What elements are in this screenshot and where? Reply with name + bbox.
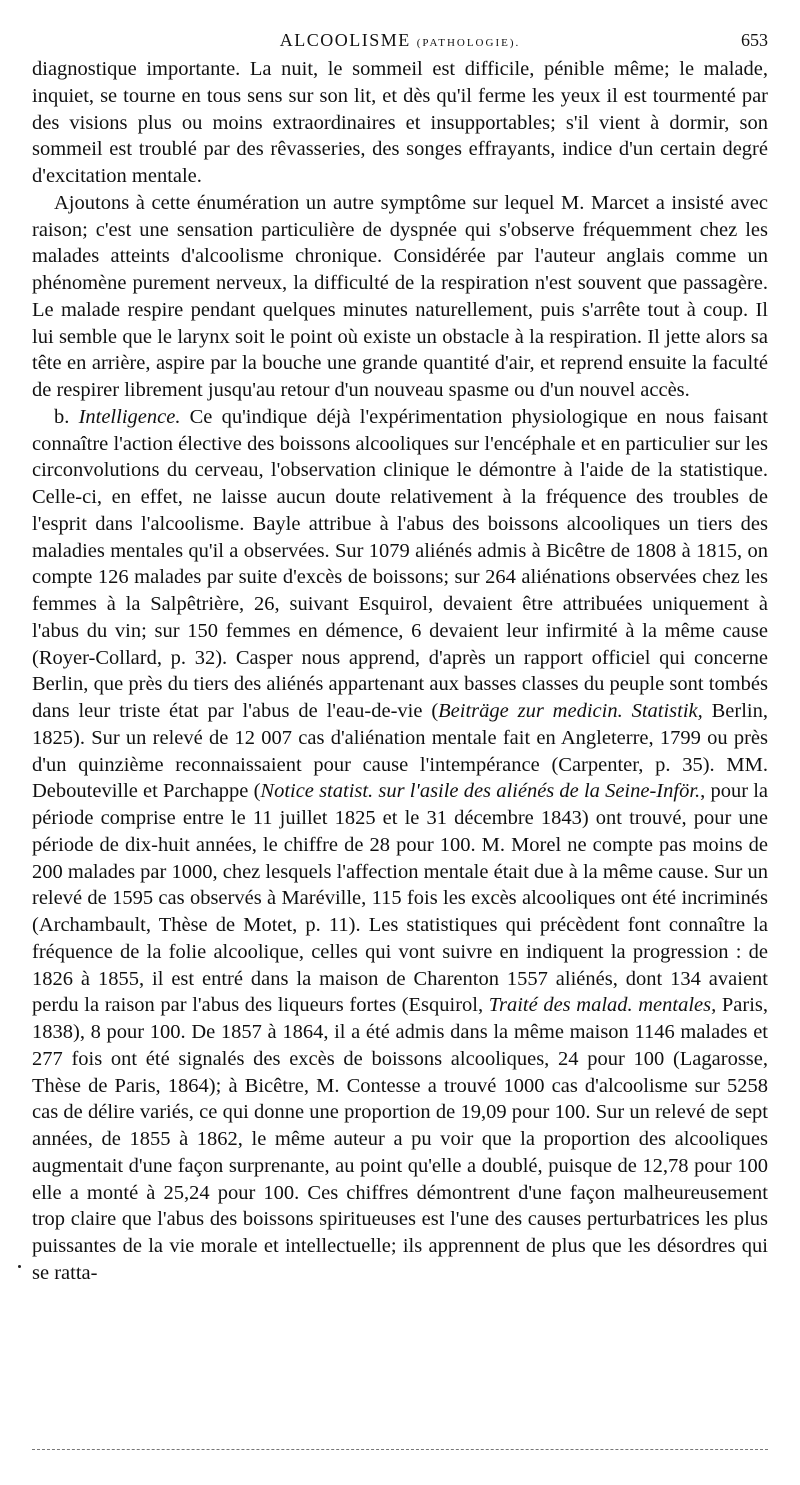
running-title-main: ALCOOLISME xyxy=(279,30,411,50)
text-run: Ce qu'indique déjà l'expérimentation physiologique en nous faisant connaître l'action élective des boissons alcooliques sur l'encéphale et en particulier sur les circonvolutions du cerveau, l'observation clinique le démontre à l'aide de la statistique. Celle-ci, en effet, ne laisse aucun doute relativement à la fréquence des troubles de l'esprit dans l'alcoolisme. Bayle attribue à l'abus des boissons alcooliques un tiers des maladies mentales qu'il a observées. Sur 1079 aliénés admis à Bicêtre de 1808 à 1815, on compte 126 malades par suite d'excès de boissons; sur 264 aliénations observées chez les femmes à la Salpêtrière, 26, suivant Esquirol, devaient être attribuées uniquement à l'abus du vin; sur 150 femmes en démence, 6 devaient leur infirmité à la même cause (Royer-Collard, p. 32). Casper nous apprend, d'après un rapport officiel qui concerne Berlin, que près du tiers des aliénés appartenant aux basses classes du peuple sont tombés dans leur triste état par l'abus de l'eau-de-vie ( xyxy=(32,405,768,722)
text-run: , pour la période comprise entre le 11 juillet 1825 et le 31 décembre 1843) ont trouvé, pour une période de dix-huit années, le chiffre de 28 pour 100. M. Morel ne compte pas moins de 200 malades par 1000, chez lesquels l'affection mentale était due à la même cause. Sur un relevé de 1595 cas observés à Maréville, 115 fois les excès alcooliques ont été incriminés (Archambault, Thèse de Motet, p. 11). Les statistiques qui précèdent font connaître la fréquence de la folie alcoolique, celles qui vont suivre en indiquent la progression : de 1826 à 1855, il est entré dans la maison de Charenton 1557 aliénés, dont 134 avaient perdu la raison par l'abus des liqueurs fortes (Esquirol, xyxy=(32,780,768,1017)
page-header xyxy=(32,26,768,56)
margin-ink-dot xyxy=(18,1265,21,1268)
page-number: 653 xyxy=(741,30,768,50)
text-run: Paris, 1838), 8 pour 100. De 1857 à 1864, il a été admis dans la même maison 1146 malades et 277 fois ont été signalés des excès de boissons alcooliques, 24 pour 100 (Lagarosse, Thèse de Paris, 1864); à Bicêtre, M. Contesse a trouvé 1000 cas d'alcoolisme sur 5258 cas de délire variés, ce qui donne une proportion de 19,09 pour 100. Sur un relevé de sept années, de 1855 à 1862, le même auteur a pu voir que la proportion des alcooliques augmentait d'une façon surprenante, au point qu'elle a doublé, puisque de 12,78 pour 100 elle a monté à 25,24 pour 100. Ces chiffres démontrent d'une façon malheureusement trop claire que l'abus des boissons spiritueuses est l'une des causes perturbatrices les plus puissantes de la vie morale et intellectuelle; ils apprennent de plus que les désordres qui se ratta- xyxy=(32,994,769,1284)
paragraph xyxy=(32,56,768,190)
paragraph xyxy=(32,190,768,404)
footer-divider xyxy=(32,1449,768,1450)
italic-text-run: Beiträge zur medicin. Statistik, xyxy=(438,700,703,722)
running-title xyxy=(32,30,768,51)
text-run: Ajoutons à cette énumération un autre symptôme sur lequel M. Marcet a insisté avec raison; c'est une sensation particulière de dyspnée qui s'observe fréquemment chez les malades atteints d'alcoolisme chronique. Considérée par l'auteur anglais comme un phénomène purement nerveux, la difficulté de la respiration n'est souvent que passagère. Le malade respire pendant quelques minutes naturellement, puis s'arrête tout à coup. Il lui semble que le larynx soit le point où existe un obstacle à la respiration. Il jette alors sa tête en arrière, aspire par la bouche une grande quantité d'air, et reprend ensuite la faculté de respirer librement jusqu'au retour d'un nouveau spasme ou d'un nouvel accès. xyxy=(32,191,768,401)
italic-text-run: Notice statist. sur l'asile des aliénés de la Seine-Inför. xyxy=(260,780,701,803)
document-page xyxy=(32,26,768,1287)
italic-text-run: Intelligence. xyxy=(78,405,181,428)
text-run: b. xyxy=(54,405,79,428)
italic-text-run: Traité des malad. mentales, xyxy=(488,994,717,1017)
running-title-subtitle: (PATHOLOGIE). xyxy=(416,37,521,49)
text-run: Berlin, 1825). Sur un relevé de 12 007 cas d'aliénation mentale fait en Angleterre, 1799 ou près d'un quinzième reconnaissaient pour cause l'intempérance (Carpenter, p. 35). MM. Debouteville et Parchappe ( xyxy=(32,700,768,803)
paragraph xyxy=(32,404,768,1287)
body-text xyxy=(32,56,768,1287)
text-run: diagnostique importante. La nuit, le sommeil est difficile, pénible même; le malade, inquiet, se tourne en tous sens sur son lit, et dès qu'il ferme les yeux il est tourmenté par des visions plus ou moins extraordinaires et insupportables; s'il vient à dormir, son sommeil est troublé par des rêvasseries, des songes effrayants, indice d'un certain degré d'excitation mentale. xyxy=(32,58,768,187)
